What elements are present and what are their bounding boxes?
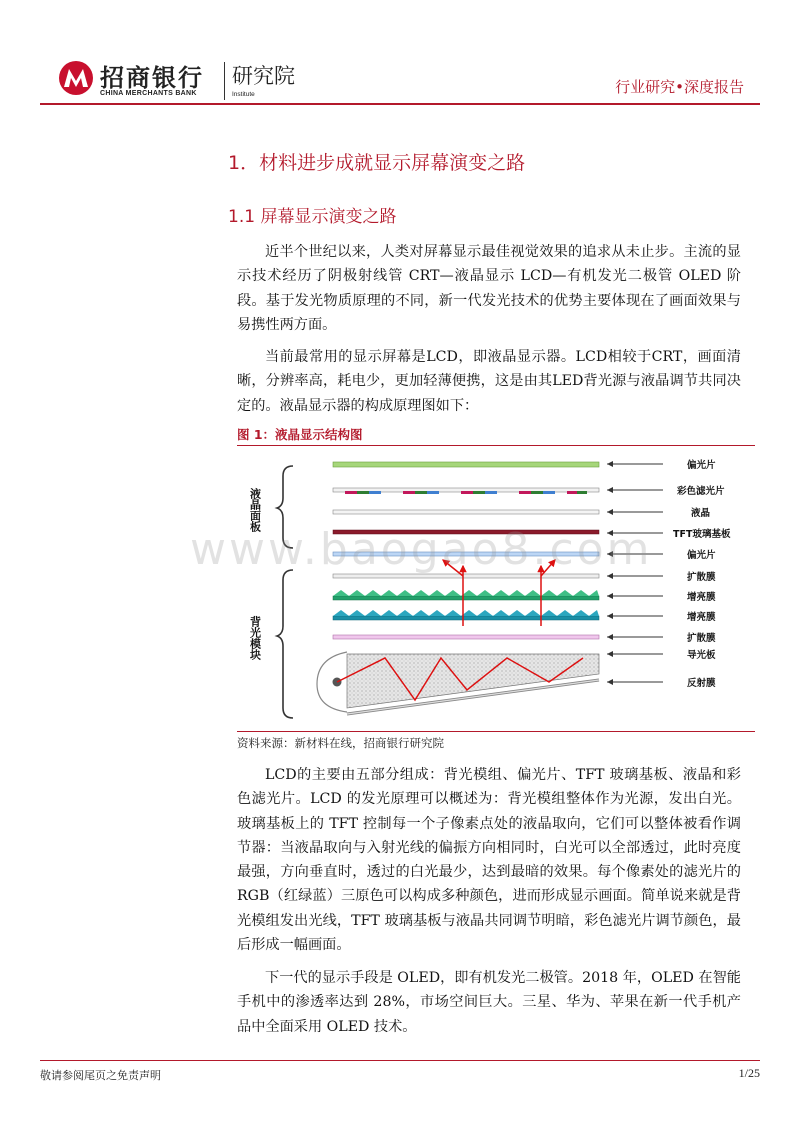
layer-liquid-crystal — [333, 510, 599, 514]
logo-text-cn: 招商银行 — [100, 64, 204, 92]
china-merchants-bank-logo-icon — [58, 60, 94, 96]
footer-divider — [40, 1060, 760, 1061]
layer-brightness-film-2 — [333, 616, 599, 620]
figure-source: 资料来源：新材料在线，招商银行研究院 — [237, 736, 444, 750]
prism-row-1 — [333, 590, 599, 596]
label-diffuser-top: 扩散膜 — [687, 572, 716, 583]
label-brightness-1: 增亮膜 — [687, 592, 716, 603]
group-label-panel: 液晶面板 — [248, 488, 262, 532]
paragraph-intro: 近半个世纪以来，人类对屏幕显示最佳视觉效果的追求从未止步。主流的显示技术经历了阴极射线管 CRT—液晶显示 LCD—有机发光二极管 OLED 阶段。基于发光物质原理的不同，新一代发光技术的优势主要体现在了画面效果与易携性两方面。 — [237, 244, 741, 333]
label-tft-glass: TFT玻璃基板 — [673, 529, 731, 540]
layer-polarizer-top — [333, 462, 599, 467]
figure-title: 图 1：液晶显示结构图 — [237, 427, 363, 442]
institute-name-cn: 研究院 — [232, 64, 295, 88]
prism-row-2 — [333, 610, 599, 616]
watermark-text: www.baogao8.com — [190, 524, 653, 575]
section-heading-1: 1．材料进步成就显示屏幕演变之路 — [228, 152, 526, 174]
paragraph-lcd: 当前最常用的显示屏幕是LCD，即液晶显示器。LCD相较于CRT，画面清晰，分辨率高，耗电少，更加轻薄便携，这是由其LED背光源与液晶调节共同决定的。液晶显示器的构成原理图如下： — [237, 349, 741, 414]
label-reflector: 反射膜 — [687, 678, 716, 689]
section-heading-1-1: 1.1 屏幕显示演变之路 — [228, 207, 397, 227]
institute-name-en: Institute — [232, 91, 255, 98]
logo-separator — [224, 62, 225, 100]
lcd-structure-diagram — [237, 446, 755, 730]
paragraph-lcd-principle: LCD的主要由五部分组成：背光模组、偏光片、TFT 玻璃基板、液晶和彩色滤光片。LCD 的发光原理可以概述为：背光模组整体作为光源，发出白光。玻璃基板上的 TFT 控制每一个子像素点处的液晶取向，它们可以整体被看作调节器：当液晶取向与入射光线的偏振方向相同时，白光可以全部透过，此时亮度最强，方向垂直时，透过的白光最少，达到最暗的效果。每个像素处的滤光片的 RGB（红绿蓝）三原色可以构成多种颜色，进而形成显示画面。简单说来就是背光模组发出光线，TFT 玻璃基板与液晶共同调节明暗，彩色滤光片调节颜色，最后形成一幅画面。 — [237, 767, 741, 954]
label-light-guide: 导光板 — [687, 650, 716, 661]
report-type-tag: 行业研究•深度报告 — [615, 78, 744, 96]
paragraph-oled: 下一代的显示手段是 OLED，即有机发光二极管。2018 年，OLED 在智能手机中的渗透率达到 28%，市场空间巨大。三星、华为、苹果在新一代手机产品中全面采用 OLED 技术。 — [237, 970, 741, 1035]
layer-brightness-film-1 — [333, 596, 599, 600]
lamp-housing — [317, 652, 347, 712]
label-diffuser-bottom: 扩散膜 — [687, 633, 716, 644]
footer-disclaimer: 敬请参阅尾页之免责声明 — [40, 1069, 161, 1082]
label-liquid-crystal: 液晶 — [691, 508, 711, 519]
header-divider — [40, 103, 760, 105]
backlight-brace — [277, 570, 293, 718]
page-number: 1/25 — [738, 1066, 760, 1080]
label-polarizer-top: 偏光片 — [687, 460, 716, 471]
label-polarizer-bottom: 偏光片 — [687, 550, 716, 561]
label-brightness-2: 增亮膜 — [687, 612, 716, 623]
group-label-backlight: 背光模块 — [248, 616, 262, 660]
label-color-filter: 彩色滤光片 — [677, 486, 725, 497]
layer-diffuser-bottom — [333, 635, 599, 639]
layer-light-guide-plate — [347, 654, 599, 708]
logo-text-en: CHINA MERCHANTS BANK — [100, 90, 197, 97]
figure-bottom-rule — [237, 731, 755, 732]
